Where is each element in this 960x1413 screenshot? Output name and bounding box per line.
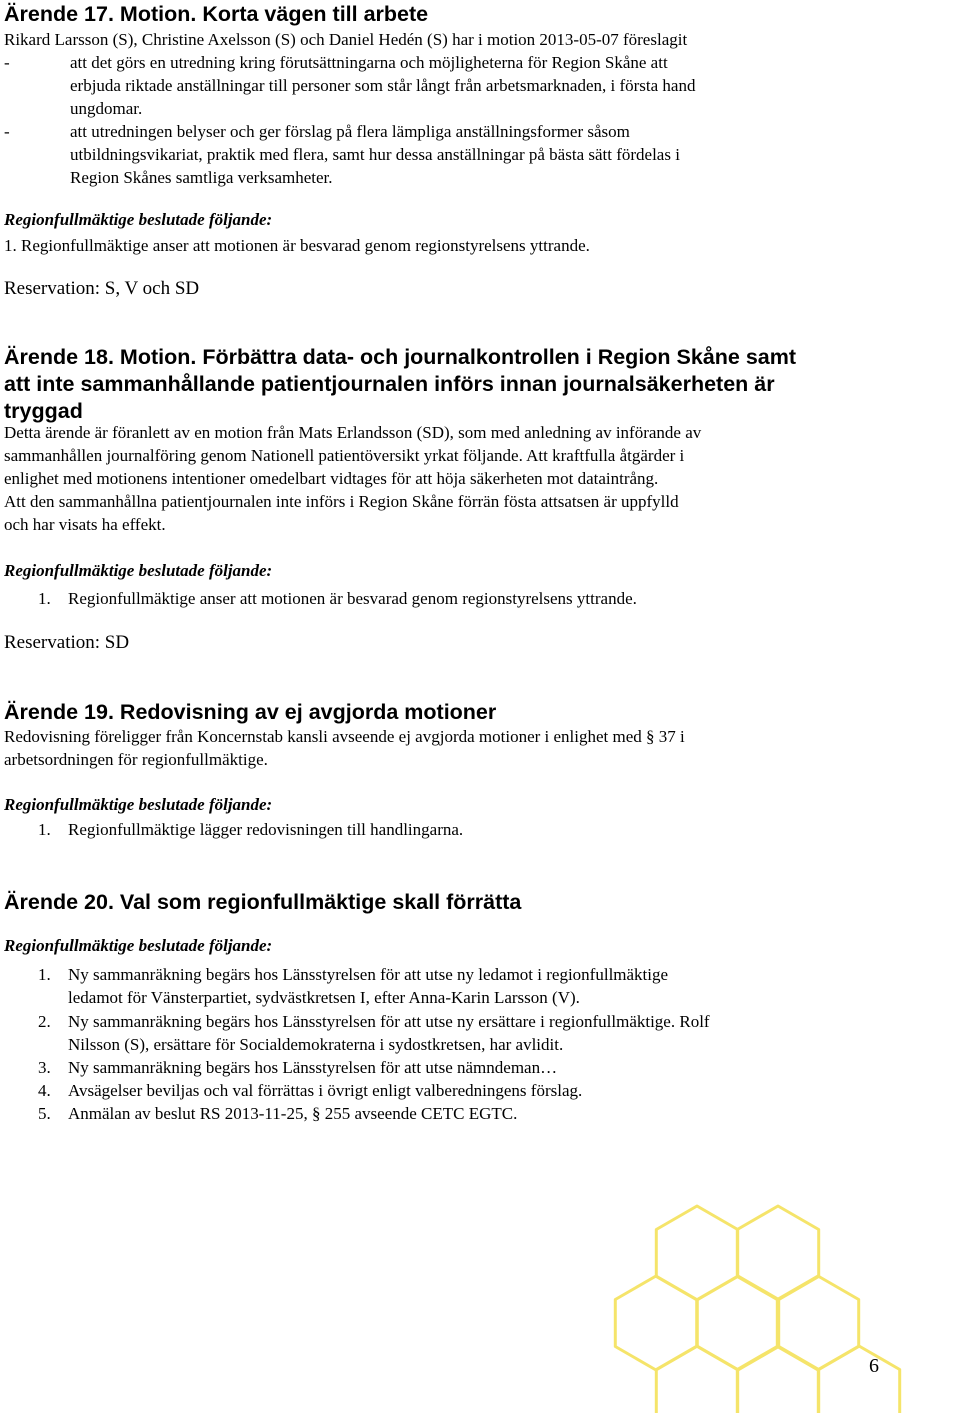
arende20-item-1-line1: 1. Ny sammanräkning begärs hos Länsstyrelsen för att utse ny ledamot i regionfullmäktige [38, 965, 669, 984]
arende18-body-line1: Detta ärende är föranlett av en motion från Mats Erlandsson (SD), som med anledning av införande av [4, 423, 702, 442]
arende17-bullet2-line2: utbildningsvikariat, praktik med flera, samt hur dessa anställningar på bästa sätt fördelas i [70, 145, 680, 164]
hexagon-shape [777, 1276, 858, 1370]
arende17-bullet1-line3: ungdomar. [70, 99, 143, 118]
arende17-bullet1-line2: erbjuda riktade anställningar till personer som står långt från arbetsmarknaden, i första hand [70, 76, 696, 95]
arende20-item-5: 5. Anmälan av beslut RS 2013-11-25, § 255 avseende CETC EGTC. [38, 1104, 518, 1123]
arende18-heading-line2: att inte sammanhållande patientjournalen införs innan journalsäkerheten är [4, 372, 775, 396]
arende19-decision-label: Regionfullmäktige beslutade följande: [4, 795, 273, 814]
arende18-body-line5: och har visats ha effekt. [4, 515, 166, 534]
arende20-heading-title: Val som regionfullmäktige skall förrätta [119, 890, 522, 914]
arende19-decision-1: 1. Regionfullmäktige lägger redovisningen till handlingarna. [38, 820, 464, 839]
arende17-bullet1-line1: - att det görs en utredning kring förutsättningarna och möjligheterna för Region Skåne att [4, 53, 668, 72]
arende20-item-4: 4. Avsägelser beviljas och val förrättas i övrigt enligt valberedningens förslag. [38, 1081, 583, 1100]
arende17-intro: Rikard Larsson (S), Christine Axelsson (S) och Daniel Hedén (S) har i motion 2013-05-07 föreslagit [4, 30, 688, 49]
arende20-heading-prefix: Ärende 20. [4, 890, 114, 914]
hexagon-shape [818, 1346, 899, 1413]
arende17-reservation: Reservation: S, V och SD [4, 278, 200, 299]
hexagon-shape [656, 1206, 737, 1300]
arende18-reservation: Reservation: SD [4, 632, 130, 653]
arende20-item-1-line2: ledamot för Vänsterpartiet, sydvästkretsen I, efter Anna-Karin Larsson (V). [68, 988, 580, 1007]
arende18-decision-label: Regionfullmäktige beslutade följande: [4, 561, 273, 580]
arende17-bullet2-line1: - att utredningen belyser och ger förslag på flera lämpliga anställningsformer såsom [4, 122, 630, 141]
arende18-body-line3: enlighet med motionens intentioner omedelbart vidtages för att höja säkerheten mot dataintrång. [4, 469, 659, 488]
arende17-heading-title: Korta vägen till arbete [202, 2, 429, 26]
arende20-item-2-line1: 2. Ny sammanräkning begärs hos Länsstyrelsen för att utse ny ersättare i regionfullmäktige. Rolf [38, 1012, 710, 1031]
arende17-bullet2-line3: Region Skånes samtliga verksamheter. [70, 168, 333, 187]
hexagon-shape [615, 1276, 696, 1370]
arende18-body-line4: Att den sammanhållna patientjournalen inte införs i Region Skåne förrän fösta attsatsen är uppfylld [4, 492, 679, 511]
arende18-heading-line1: Ärende 18. Motion. Förbättra data- och journalkontrollen i Region Skåne samt [4, 345, 797, 369]
arende18-decision-1: 1. Regionfullmäktige anser att motionen är besvarad genom regionstyrelsens yttrande. [38, 589, 637, 608]
hexagon-shape [697, 1276, 778, 1370]
arende19-heading-prefix: Ärende 19. [4, 700, 114, 724]
hexagon-shape [737, 1206, 818, 1300]
arende20-decision-label: Regionfullmäktige beslutade följande: [4, 936, 273, 955]
arende17-decision-1: 1. Regionfullmäktige anser att motionen är besvarad genom regionstyrelsens yttrande. [4, 236, 590, 255]
hexagon-shape [656, 1346, 737, 1413]
arende20-item-3: 3. Ny sammanräkning begärs hos Länsstyrelsen för att utse nämndeman… [38, 1058, 558, 1077]
arende20-item-2-line2: Nilsson (S), ersättare för Socialdemokraterna i sydostkretsen, har avlidit. [68, 1035, 564, 1054]
arende18-heading-line3: tryggad [4, 399, 83, 423]
arende18-heading-prefix: Ärende 18. Motion. [4, 345, 197, 369]
page-number: 6 [869, 1355, 879, 1377]
arende19-body-line1: Redovisning föreligger från Koncernstab kansli avseende ej avgjorda motioner i enlighet med § 37 i [4, 727, 685, 746]
hexagon-shape [737, 1346, 818, 1413]
arende19-heading-title: Redovisning av ej avgjorda motioner [119, 700, 497, 724]
arende17-decision-label: Regionfullmäktige beslutade följande: [4, 210, 273, 229]
arende18-body-line2: sammanhållen journalföring genom Nationell patientöversikt yrkat följande. Att kraftfulla åtgärder i [4, 446, 685, 465]
arende17-heading-prefix: Ärende 17. Motion. [4, 2, 197, 26]
arende19-body-line2: arbetsordningen för regionfullmäktige. [4, 750, 268, 769]
